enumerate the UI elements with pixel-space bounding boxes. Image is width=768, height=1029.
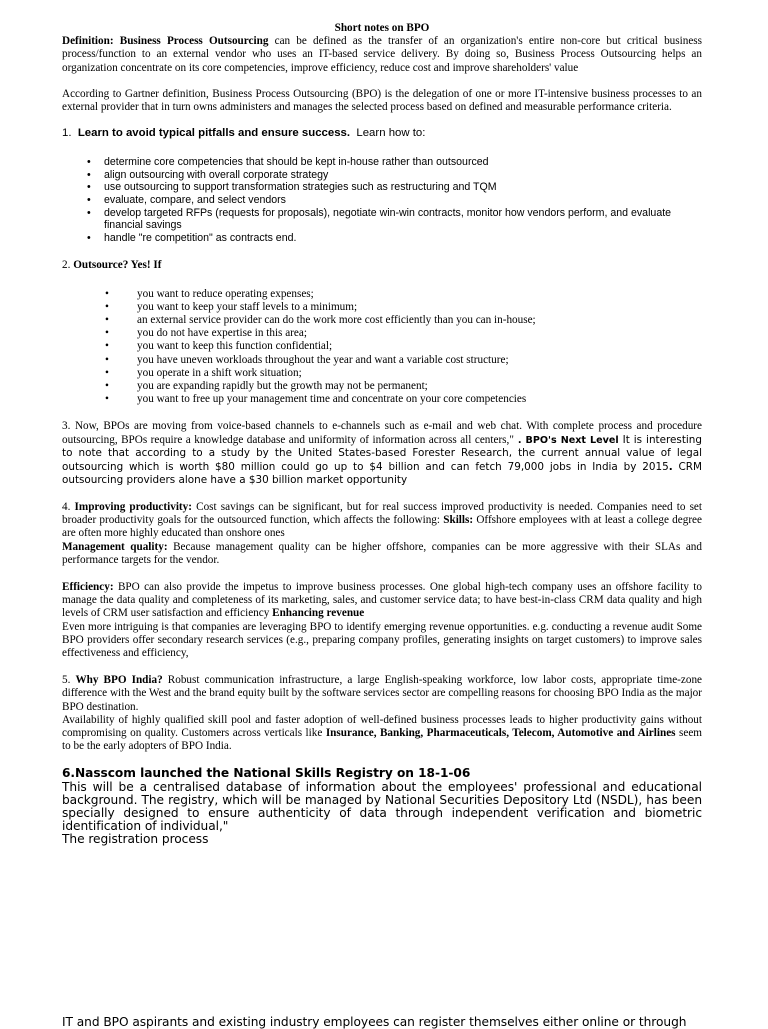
- document-title: Short notes on BPO: [334, 22, 430, 34]
- definition-text: can be defined as the transfer of an organization's entire non-core but critical business process/function to an external vendor who uses an IT-based service delivery. By doing so, Business Process Outsourcing helps an organization concentrate on its core competencies, improve efficiency, reduce cost and improve shareholders' value: [62, 35, 702, 74]
- section-3-text-2: It is interesting to note that according to a study by the United States-based Forester Research, the current annual value of legal outsourcing which is worth $80 million could go up to $4 billion and can fetch 79,000 jobs in India by 2015: [62, 433, 702, 473]
- section-4-text: Cost savings can be significant, but for real success improved productivity is needed. Companies need to set broader productivity goals for the outsourced function, which affects the following:: [62, 501, 702, 527]
- section-5-text-2: Availability of highly qualified skill pool and faster adoption of well-defined business processes leads to higher productivity gains without compromising on quality. Customers across verticals like: [62, 713, 702, 740]
- list-item: • you want to keep this function confidential;: [62, 340, 702, 353]
- section-4-number: 4.: [62, 501, 71, 514]
- management-quality-text: Because management quality can be higher offshore, companies can be more aggressive with their SLAs and performance targets for the vendor.: [62, 540, 702, 566]
- list-item: • you are expanding rapidly but the growth may not be permanent;: [62, 380, 702, 393]
- section-5-number: 5.: [62, 674, 71, 687]
- list-item: • you do not have expertise in this area;: [62, 327, 702, 340]
- management-quality-label: Management quality:: [62, 540, 168, 553]
- efficiency-paragraph: [62, 581, 702, 621]
- gartner-paragraph: According to Gartner definition, Business Process Outsourcing (BPO) is the delegation of one or more IT-intensive business processes to an external provider that in turn owns administers and manages the selected process based on defined and measurable performance criteria.: [62, 87, 702, 114]
- section-1-number: 1.: [62, 127, 72, 140]
- section-3-bold: . BPO's Next Level: [513, 434, 619, 446]
- definition-label: Definition: Business Process Outsourcing: [62, 35, 269, 48]
- list-item: • you operate in a shift work situation;: [62, 367, 702, 380]
- document-page: [62, 22, 702, 847]
- section-4-paragraph: [62, 501, 702, 541]
- section-4-label: Improving productivity:: [74, 501, 192, 514]
- list-item: • an external service provider can do the work more cost efficiently than you can in-house;: [62, 314, 702, 327]
- section-5-text-3: seem to be the early adopters of BPO India.: [62, 727, 702, 753]
- section-5-paragraph: [62, 674, 702, 714]
- section-1-list: [62, 156, 702, 244]
- section-2-heading: [62, 259, 702, 272]
- section-2-number: 2.: [62, 259, 71, 272]
- list-item: • align outsourcing with overall corporate strategy: [62, 169, 702, 182]
- list-item: • develop targeted RFPs (requests for proposals), negotiate win-win contracts, monitor how vendors perform, and evaluate financial savings: [62, 207, 702, 232]
- section-3-dot: .: [668, 460, 673, 473]
- footer-cut-text: IT and BPO aspirants and existing industry employees can register themselves either online or through: [62, 1016, 687, 1029]
- section-3-paragraph: [62, 420, 702, 487]
- list-item: • you want to keep your staff levels to a minimum;: [62, 301, 702, 314]
- enhancing-revenue-label: Enhancing revenue: [272, 607, 365, 620]
- section-3-text: 3. Now, BPOs are moving from voice-based channels to e-channels such as e-mail and web chat. With complete process and procedure outsourcing, BPOs require a knowledge database and uniformity of information across all centers,": [62, 420, 702, 446]
- skills-text: Offshore employees with at least a college degree are often more highly educated than onshore ones: [62, 514, 702, 540]
- list-item: • you have uneven workloads throughout the year and want a variable cost structure;: [62, 354, 702, 367]
- list-item: • you want to reduce operating expenses;: [62, 288, 702, 301]
- section-3-text-3: CRM outsourcing providers alone have a $30 billion market opportunity: [62, 460, 702, 486]
- section-1-title: Learn to avoid typical pitfalls and ensure success.: [77, 127, 351, 140]
- efficiency-text: BPO can also provide the impetus to improve business processes. One global high-tech company uses an offshore facility to manage the data quality and completeness of its marketing, sales, and customer service data; to have best-in-class CRM data quality and high levels of CRM user satisfaction and efficiency: [62, 581, 702, 620]
- section-5-text: Robust communication infrastructure, a large English-speaking workforce, low labor costs, appropriate time-zone difference with the West and the brand equity built by the software services sector are compelling reasons for choosing BPO India as the major BPO destination.: [62, 674, 703, 713]
- section-1-heading: [62, 127, 702, 140]
- list-item: • determine core competencies that should be kept in-house rather than outsourced: [62, 156, 702, 169]
- definition-paragraph: [62, 35, 702, 75]
- section-2-list: [62, 288, 702, 407]
- management-quality-paragraph: [62, 541, 702, 567]
- list-item: • use outsourcing to support transformation strategies such as restructuring and TQM: [62, 181, 702, 194]
- list-item: • you want to free up your management time and concentrate on your core competencies: [62, 393, 702, 406]
- section-5-label: Why BPO India?: [75, 674, 163, 687]
- section-5-industries: Insurance, Banking, Pharmaceuticals, Telecom, Automotive and Airlines: [325, 727, 676, 740]
- skills-label: Skills:: [443, 514, 474, 527]
- section-6-paragraph: This will be a centralised database of information about the employees' professional and educational background. The registry, which will be managed by National Securities Depository Ltd (NSDL), has been specially designed to ensure authenticity of data through independent verification and biometric identification of individual,": [62, 779, 702, 834]
- efficiency-label: Efficiency:: [62, 581, 114, 594]
- section-6-paragraph-2: The registration process: [62, 832, 209, 847]
- section-5-paragraph-2: [62, 714, 702, 754]
- list-item: • evaluate, compare, and select vendors: [62, 194, 702, 207]
- list-item: • handle "re competition" as contracts end.: [62, 232, 702, 245]
- enhancing-revenue-paragraph: Even more intriguing is that companies are leveraging BPO to identify emerging revenue opportunities. e.g. conducting a revenue audit Some BPO providers offer secondary research services (e.g., preparing company profiles, generating insights on target customers) to improve sales effectiveness and efficiency,: [62, 620, 702, 660]
- section-2-title: Outsource? Yes! If: [73, 259, 162, 272]
- section-6-heading: 6.Nasscom launched the National Skills Registry on 18-1-06: [62, 766, 471, 781]
- section-1-lead: Learn how to:: [356, 127, 426, 140]
